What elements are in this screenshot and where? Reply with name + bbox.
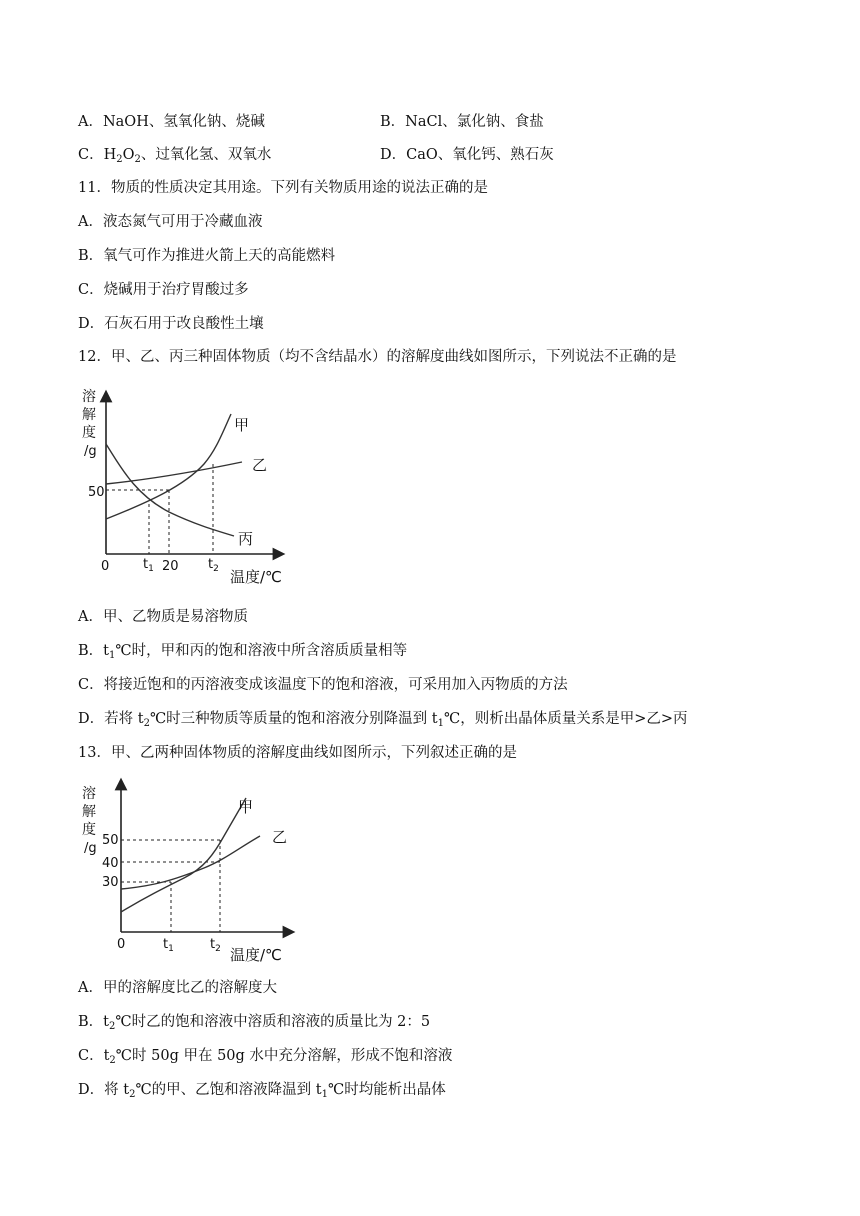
curve-yi [106,462,242,484]
text: ℃时三种物质等质量的饱和溶液分别降温到 t [149,711,438,727]
text: ℃时乙的饱和溶液中溶质和溶液的质量比为 2：5 [115,1014,431,1030]
q12-solubility-graph [74,384,294,590]
subscript: 2 [108,1021,116,1032]
subscript: 1 [321,1089,328,1100]
q12-stem: 12．甲、乙、丙三种固体物质（均不含结晶水）的溶解度曲线如图所示，下列说法不正确的是 [78,349,677,365]
subscript: 2 [116,154,123,165]
q12-option-d [78,709,688,729]
q10-option-c [78,145,271,165]
y-label: 度 [82,425,96,441]
curve-jia [121,798,246,912]
text: B．t [78,1014,109,1030]
text: ℃时 50g 甲在 50g 水中充分溶解，形成不饱和溶液 [115,1048,453,1064]
y-tick-40: 40 [102,856,119,871]
text: C．t [78,1048,110,1064]
label-yi: 乙 [252,456,268,474]
text: 、过氧化氢、双氧水 [140,147,272,163]
y-tick-30: 30 [102,875,119,890]
q12-option-a: A．甲、乙物质是易溶物质 [78,609,248,625]
subscript: 2 [109,1055,116,1066]
text: B．t [78,643,109,659]
q13-option-c [78,1046,452,1066]
x-label: 温度/℃ [230,946,282,964]
q12-option-b [78,641,407,661]
y-label: 度 [82,822,96,838]
label-jia: 甲 [238,798,254,816]
q13-solubility-graph [74,776,304,972]
subscript: 1 [437,718,444,729]
origin-label: 0 [117,937,126,952]
x-tick-20: 20 [162,559,179,574]
q11-option-c: C．烧碱用于治疗胃酸过多 [78,282,249,298]
subscript: 2 [129,1089,136,1100]
q10-option-d: D．CaO、氧化钙、熟石灰 [380,147,554,163]
y-label: 解 [82,804,96,820]
text: ℃，则析出晶体质量关系是甲>乙>丙 [443,711,688,727]
text: C．H [78,147,117,163]
label-bing: 丙 [238,530,254,548]
x-tick-t2: $t_2$ [210,937,221,954]
y-label: /g [84,444,97,459]
label-jia: 甲 [234,416,250,434]
q11-stem: 11．物质的性质决定其用途。下列有关物质用途的说法正确的是 [78,180,488,196]
x-tick-t1: $t_1$ [143,557,154,574]
text: D．若将 t [78,711,144,727]
y-label: 溶 [82,786,96,802]
y-label: 解 [82,407,96,423]
subscript: 2 [134,154,141,165]
text: D．将 t [78,1082,130,1098]
q11-option-d: D．石灰石用于改良酸性土壤 [78,316,264,332]
q11-option-b: B．氧气可作为推进火箭上天的高能燃料 [78,248,336,264]
subscript: 1 [108,650,116,661]
q13-option-d [78,1080,446,1100]
q13-option-b [78,1012,430,1032]
text: ℃时，甲和丙的饱和溶液中所含溶质质量相等 [115,643,408,659]
x-tick-t1: $t_1$ [163,937,174,954]
label-yi: 乙 [272,828,288,846]
q11-option-a: A．液态氮气可用于冷藏血液 [78,214,263,230]
text: ℃的甲、乙饱和溶液降温到 t [135,1082,322,1098]
y-label: 溶 [82,389,96,405]
y-tick-50: 50 [88,485,105,500]
text: ℃时均能析出晶体 [327,1082,446,1098]
q10-option-a: A．NaOH、氢氧化钠、烧碱 [78,114,265,130]
text: O [122,147,135,163]
q10-option-b: B．NaCl、氯化钠、食盐 [380,114,544,130]
x-label: 温度/℃ [230,568,282,586]
y-tick-50: 50 [102,833,119,848]
y-label: /g [84,841,97,856]
origin-label: 0 [101,559,110,574]
q13-stem: 13．甲、乙两种固体物质的溶解度曲线如图所示，下列叙述正确的是 [78,745,517,761]
q12-option-c: C．将接近饱和的丙溶液变成该温度下的饱和溶液，可采用加入丙物质的方法 [78,677,568,693]
x-tick-t2: $t_2$ [208,557,219,574]
q13-option-a: A．甲的溶解度比乙的溶解度大 [78,980,277,996]
subscript: 2 [143,718,150,729]
